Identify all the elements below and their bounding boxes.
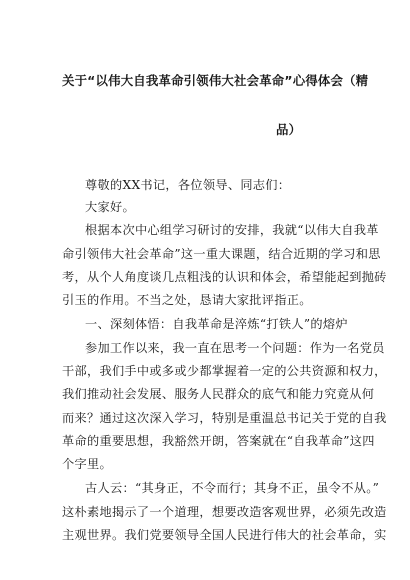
paragraph-line: 参加工作以来，我一直在思考一个问题：作为一名党员: [85, 341, 385, 355]
paragraph-line: 我们推动社会发展、服务人民群众的底气和能力究竟从何: [62, 387, 375, 401]
document-title-line-1: 关于“以伟大自我革命引领伟大社会革命”心得体会（精: [62, 73, 369, 88]
paragraph-line: 这朴素地揭示了一个道理，想要改造客观世界，必须先改造: [62, 505, 387, 519]
paragraph-line: 引玉的作用。不当之处，恳请大家批评指正。: [62, 293, 312, 307]
document-title-line-2: 品）: [276, 122, 302, 137]
paragraph-line: 古人云：“其身正，不令而行；其身不正，虽令不从。”: [85, 481, 380, 495]
paragraph-line: 个字里。: [62, 457, 112, 471]
section-heading: 一、深刻体悟：自我革命是淬炼“打铁人”的熔炉: [85, 317, 348, 331]
paragraph-line: 根据本次中心组学习研讨的安排，我就“以伟大自我革: [85, 223, 379, 237]
paragraph-line: 主观世界。我们党要领导全国人民进行伟大的社会革命，实: [62, 528, 387, 542]
paragraph-line: 干部，我们手中或多或少都掌握着一定的公共资源和权力，: [62, 364, 387, 378]
paragraph-line: 命引领伟大社会革命”这一重大课题，结合近期的学习和思: [62, 247, 381, 261]
paragraph-line: 革命的重要思想，我豁然开朗，答案就在“自我革命”这四: [62, 434, 375, 448]
greeting: 大家好。: [85, 200, 135, 214]
salutation: 尊敬的XX书记，各位领导、同志们：: [85, 178, 291, 192]
paragraph-line: 考，从个人角度谈几点粗浅的认识和体会，希望能起到抛砖: [62, 270, 387, 284]
paragraph-line: 而来？通过这次深入学习，特别是重温总书记关于党的自我: [62, 411, 387, 425]
